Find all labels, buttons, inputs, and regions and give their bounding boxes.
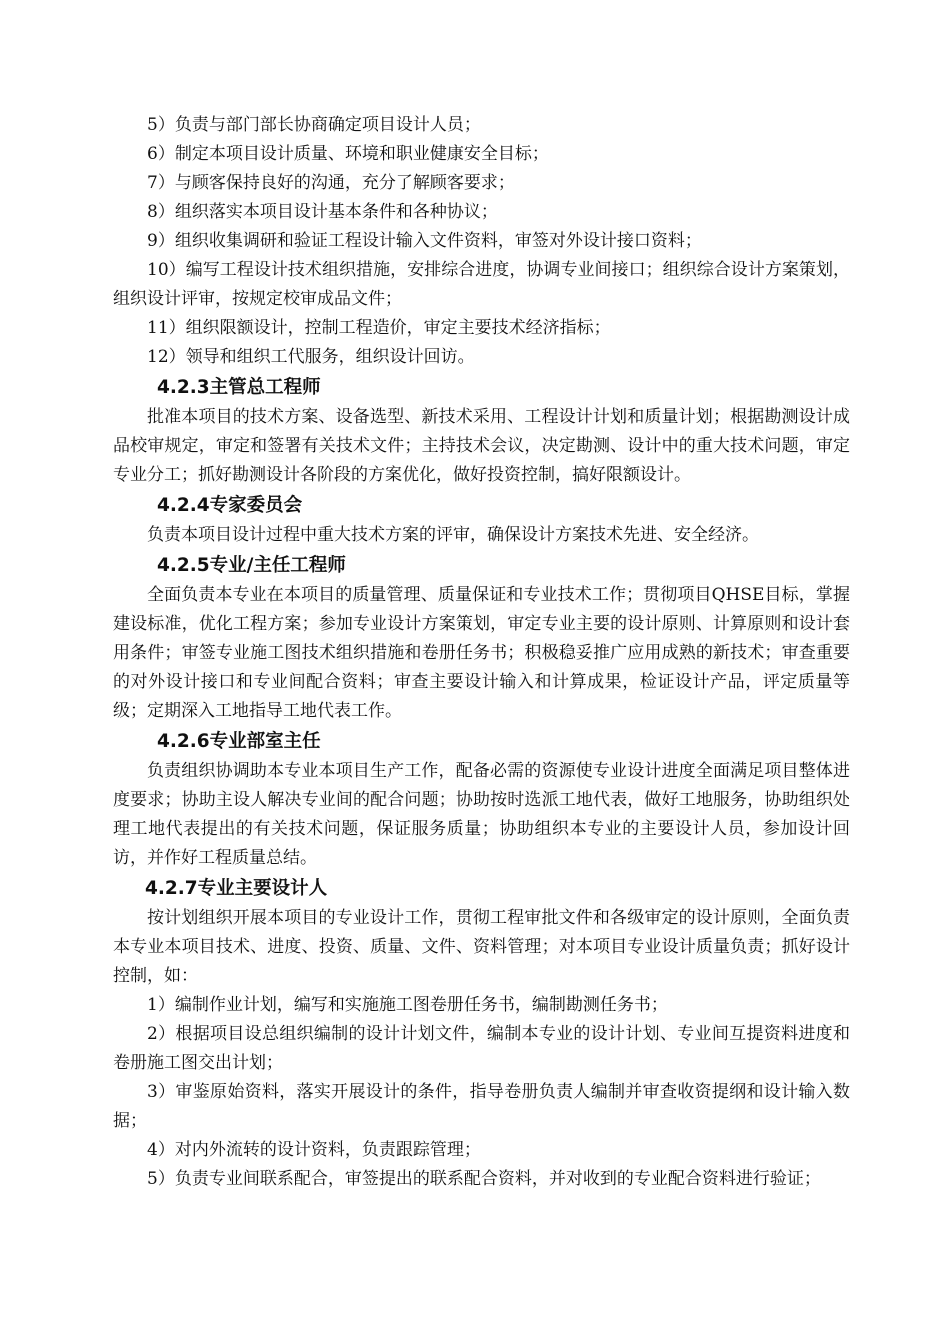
duty-item-5: 5）负责与部门部长协商确定项目设计人员；: [147, 115, 481, 135]
designer-item-5: 5）负责专业间联系配合，审签提出的联系配合资料，并对收到的专业配合资料进行验证；: [147, 1169, 821, 1189]
duty-item-9: 9）组织收集调研和验证工程设计输入文件资料，审签对外设计接口资料；: [147, 231, 702, 251]
designer-item-3: 3）审鉴原始资料，落实开展设计的条件，指导卷册负责人编制并审查收资提纲和设计输入数据；: [113, 1082, 850, 1131]
section-heading-4-2-3: 4.2.3主管总工程师: [157, 377, 321, 398]
section-body-4-2-6: 负责组织协调助本专业本项目生产工作，配备必需的资源使专业设计进度全面满足项目整体进度要求；协助主设人解决专业间的配合问题；协助按时选派工地代表，做好工地服务，协助组织处理工地代表提出的有关技术问题，保证服务质量；协助组织本专业的主要设计人员，参加设计回访，并作好工程质量总结。: [113, 761, 850, 868]
section-body-4-2-7: 按计划组织开展本项目的专业设计工作，贯彻工程审批文件和各级审定的设计原则，全面负责本专业本项目技术、进度、投资、质量、文件、资料管理；对本项目专业设计质量负责；抓好设计控制，如：: [113, 908, 850, 986]
duty-item-11: 11）组织限额设计，控制工程造价，审定主要技术经济指标；: [147, 318, 611, 338]
section-heading-4-2-6: 4.2.6专业部室主任: [157, 731, 321, 752]
section-body-4-2-5: 全面负责本专业在本项目的质量管理、质量保证和专业技术工作；贯彻项目QHSE目标，掌握建设标准，优化工程方案；参加专业设计方案策划，审定专业主要的设计原则、计算原则和设计套用条件；审签专业施工图技术组织措施和卷册任务书；积极稳妥推广应用成熟的新技术；审查重要的对外设计接口和专业间配合资料；审查主要设计输入和计算成果，检证设计产品，评定质量等级；定期深入工地指导工地代表工作。: [113, 585, 850, 721]
section-body-4-2-4: 负责本项目设计过程中重大技术方案的评审，确保设计方案技术先进、安全经济。: [147, 525, 759, 545]
duty-item-10: 10）编写工程设计技术组织措施，安排综合进度，协调专业间接口；组织综合设计方案策划，组织设计评审，按规定校审成品文件；: [113, 260, 850, 309]
designer-item-1: 1）编制作业计划，编写和实施施工图卷册任务书，编制勘测任务书；: [147, 995, 668, 1015]
duty-item-8: 8）组织落实本项目设计基本条件和各种协议；: [147, 202, 498, 222]
duty-item-12: 12）领导和组织工代服务，组织设计回访。: [147, 347, 475, 367]
designer-item-4: 4）对内外流转的设计资料，负责跟踪管理；: [147, 1140, 481, 1160]
section-heading-4-2-5: 4.2.5专业/主任工程师: [157, 555, 346, 576]
document-content: [113, 111, 850, 1194]
duty-item-7: 7）与顾客保持良好的沟通，充分了解顾客要求；: [147, 173, 515, 193]
section-body-4-2-3: 批准本项目的技术方案、设备选型、新技术采用、工程设计计划和质量计划；根据勘测设计成品校审规定，审定和签署有关技术文件；主持技术会议，决定勘测、设计中的重大技术问题，审定专业分工；抓好勘测设计各阶段的方案优化，做好投资控制，搞好限额设计。: [113, 407, 850, 485]
duty-item-6: 6）制定本项目设计质量、环境和职业健康安全目标；: [147, 144, 549, 164]
designer-item-2: 2）根据项目设总组织编制的设计计划文件，编制本专业的设计计划、专业间互提资料进度和卷册施工图交出计划；: [113, 1024, 850, 1073]
section-heading-4-2-4: 4.2.4专家委员会: [157, 495, 303, 516]
section-heading-4-2-7: 4.2.7专业主要设计人: [145, 878, 328, 899]
